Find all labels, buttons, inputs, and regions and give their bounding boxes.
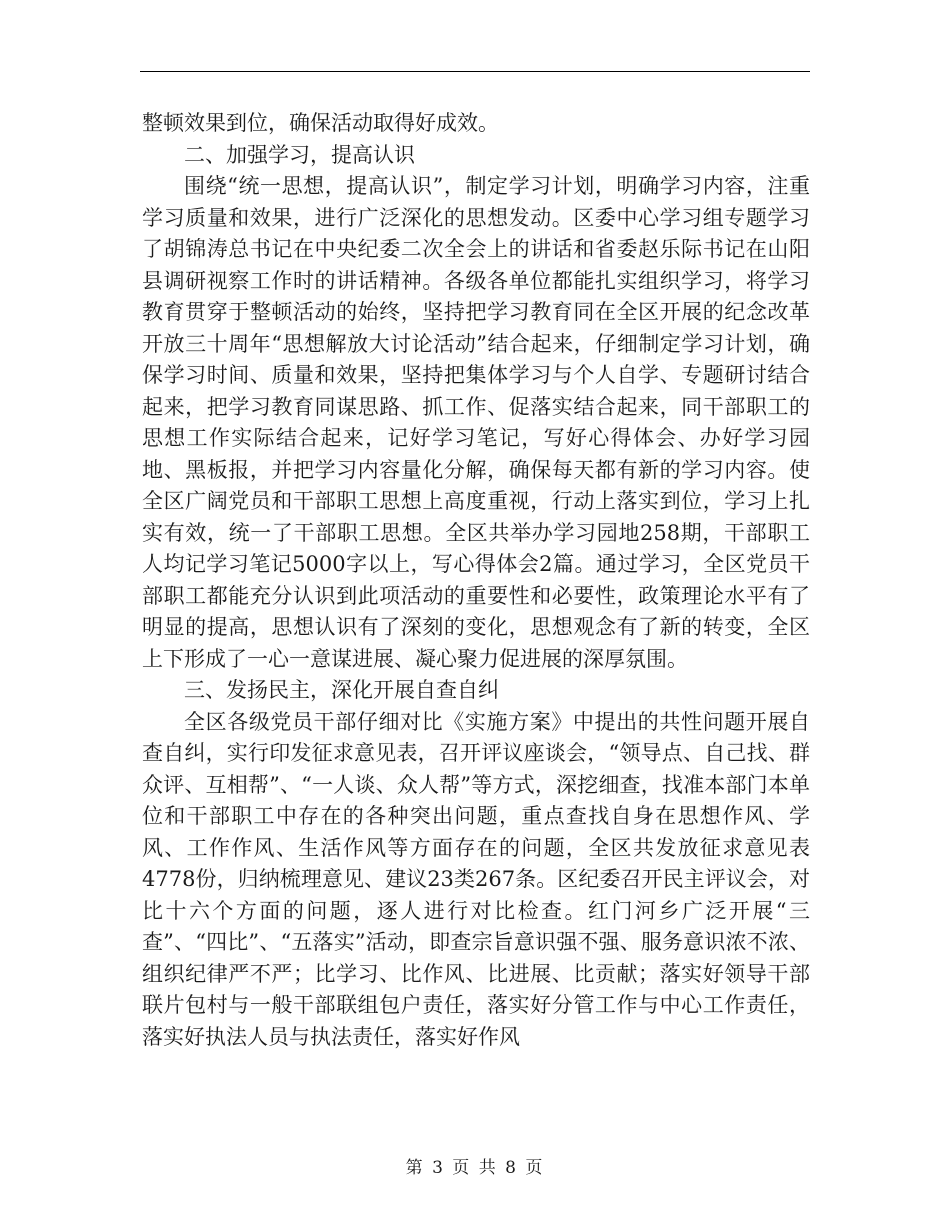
- header-rule: [140, 71, 810, 72]
- paragraph-self-inspection: 全区各级党员干部仔细对比《实施方案》中提出的共性问题开展自查自纠，实行印发征求意见表，召开评议座谈会，“领导点、自己找、群众评、互相帮”、“一人谈、众人帮”等方式，深挖细查，找准本部门本单位和干部职工中存在的各种突出问题，重点查找自身在思想作风、学风、工作作风、生活作风等方面存在的问题，全区共发放征求意见表4778份，归纳梳理意见、建议23类267条。区纪委召开民主评议会，对比十六个方面的问题，逐人进行对比检查。红门河乡广泛开展“三查”、“四比”、“五落实”活动，即查宗旨意识强不强、服务意识浓不浓、组织纪律严不严；比学习、比作风、比进展、比贡献；落实好领导干部联片包村与一般干部联组包户责任，落实好分管工作与中心工作责任，落实好执法人员与执法责任，落实好作风: [142, 709, 810, 1049]
- paragraph-continuation: 整顿效果到位，确保活动取得好成效。: [142, 111, 499, 135]
- section-heading-2: 二、加强学习，提高认识: [184, 142, 415, 167]
- page-number-footer: 第 3 页 共 8 页: [405, 1158, 545, 1178]
- document-body: [142, 108, 810, 1053]
- paragraph-study: 围绕“统一思想，提高认识”，制定学习计划，明确学习内容，注重学习质量和效果，进行广泛深化的思想发动。区委中心学习组专题学习了胡锦涛总书记在中央纪委二次全会上的讲话和省委赵乐际书记在山阳县调研视察工作时的讲话精神。各级各单位都能扎实组织学习，将学习教育贯穿于整顿活动的始终，坚持把学习教育同在全区开展的纪念改革开放三十周年“思想解放大讨论活动”结合起来，仔细制定学习计划，确保学习时间、质量和效果，坚持把集体学习与个人自学、专题研讨结合起来，把学习教育同谋思路、抓工作、促落实结合起来，同干部职工的思想工作实际结合起来，记好学习笔记，写好心得体会、办好学习园地、黑板报，并把学习内容量化分解，确保每天都有新的学习内容。使全区广阔党员和干部职工思想上高度重视，行动上落实到位，学习上扎实有效，统一了干部职工思想。全区共举办学习园地258期，干部职工人均记学习笔记5000字以上，写心得体会2篇。通过学习，全区党员干部职工都能充分认识到此项活动的重要性和必要性，政策理论水平有了明显的提高，思想认识有了深刻的变化，思想观念有了新的转变，全区上下形成了一心一意谋进展、凝心聚力促进展的深厚氛围。: [142, 174, 810, 671]
- section-heading-3: 三、发扬民主，深化开展自查自纠: [184, 678, 499, 702]
